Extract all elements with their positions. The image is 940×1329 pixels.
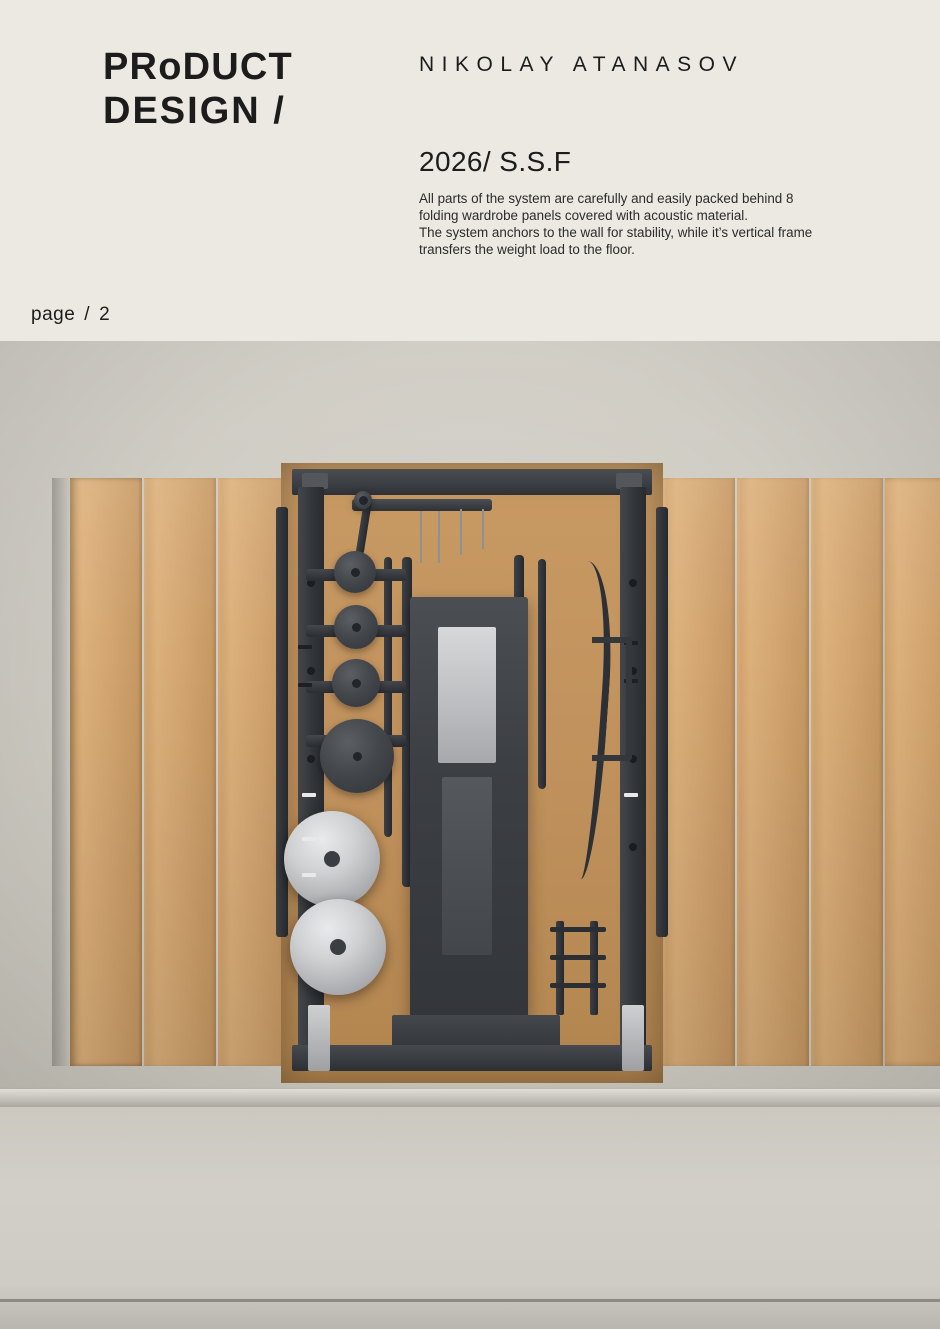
page-header [0, 0, 940, 341]
weight-plate-medium [332, 659, 380, 707]
title-line-1: PRoDUCT [103, 46, 293, 88]
cable [482, 509, 484, 549]
marker-tick [298, 645, 312, 649]
cable [420, 511, 422, 563]
accessory-rack [550, 921, 606, 1015]
description-line-3: The system anchors to the wall for stability, while it’s vertical frame [419, 225, 813, 240]
wall-shadow-left [52, 478, 70, 1066]
wardrobe-panel [70, 478, 142, 1066]
wardrobe-panel [663, 478, 735, 1066]
marker-tick [298, 683, 312, 687]
rig-top-beam [292, 469, 652, 495]
marker-tick [302, 837, 316, 841]
pulley-arm [352, 499, 492, 511]
page-number-block [31, 304, 110, 326]
rig-foot-right [622, 1005, 644, 1071]
cable [438, 511, 440, 563]
weight-plate-small [334, 605, 378, 649]
floor-edge-line [0, 1299, 940, 1302]
wardrobe-panel [811, 478, 883, 1066]
page-separator: / [84, 304, 91, 325]
wardrobe-panel [144, 478, 216, 1066]
steel-plate [290, 899, 386, 995]
cable [460, 509, 462, 555]
page-number-value: 2 [99, 304, 111, 325]
rig-foot-left [308, 1005, 330, 1071]
weight-plate-small [334, 551, 376, 593]
description-text [419, 190, 889, 258]
rig-outer-rail-right [656, 507, 668, 937]
weight-plate-large [320, 719, 394, 793]
page-label: page [31, 304, 76, 325]
rig-column-right [620, 487, 646, 1057]
rig-bottom-beam [292, 1045, 652, 1071]
season-label: 2026/ S.S.F [419, 146, 572, 177]
description-line-4: transfers the weight load to the floor. [419, 242, 635, 257]
description-line-1: All parts of the system are carefully and easily packed behind 8 [419, 191, 794, 206]
marker-tick [302, 793, 316, 797]
vertical-bar [384, 557, 392, 837]
accessory-hanger [592, 637, 632, 761]
author-name: NIKOLAY ATANASOV [419, 53, 745, 76]
description-line-2: folding wardrobe panels covered with acoustic material. [419, 208, 748, 223]
page-title [103, 45, 403, 133]
marker-tick [624, 793, 638, 797]
marker-tick [302, 873, 316, 877]
wardrobe-panel [737, 478, 809, 1066]
wardrobe-panels-right [663, 478, 940, 1066]
floor-surface [0, 1107, 940, 1329]
gym-rig [292, 469, 652, 1077]
title-line-2: DESIGN / [103, 90, 286, 132]
bench-pad-upper [438, 627, 496, 763]
wardrobe-panel [885, 478, 940, 1066]
steel-plate [284, 811, 380, 907]
vertical-bar [538, 559, 546, 789]
bench-pad-lower [442, 777, 492, 955]
pivot-disc [354, 491, 372, 509]
wall-baseboard [0, 1089, 940, 1107]
product-render-image [0, 341, 940, 1329]
